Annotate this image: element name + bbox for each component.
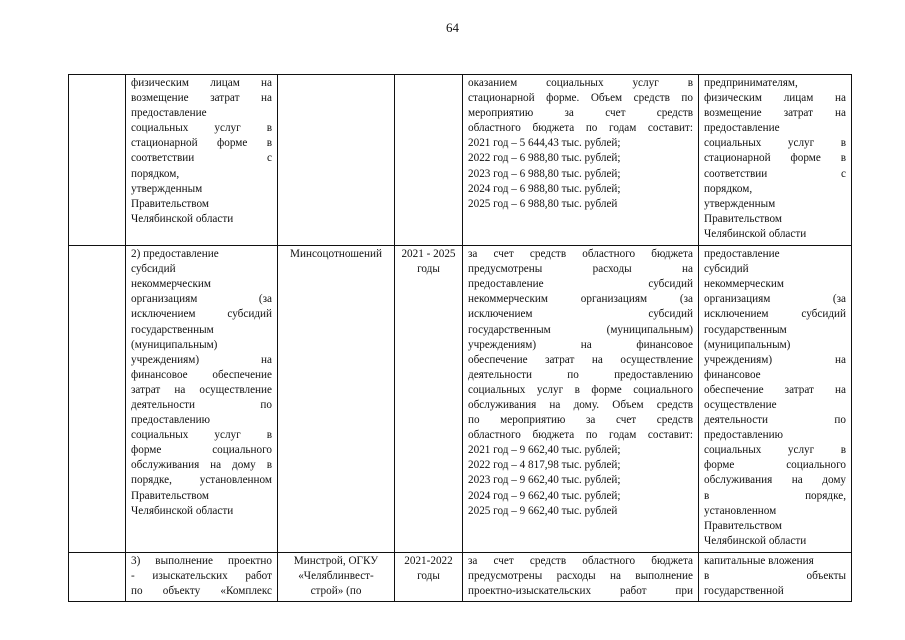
cell-text-line: возмещение затрат на	[131, 92, 272, 105]
cell-text-line: 2023 год – 9 662,40 тыс. рублей;	[468, 474, 621, 487]
cell-text-line: утвержденным	[131, 182, 203, 195]
cell-text-line: (муниципальным)	[131, 338, 218, 351]
cell-text-line: Минстрой, ОГКУ	[293, 554, 379, 567]
cell-text-line: по мероприятию за счет средств	[468, 414, 693, 427]
cell-text-line: строй» (по	[310, 585, 362, 598]
cell-text-line: - изыскательских работ	[131, 570, 272, 582]
cell-text-line: Челябинской области	[131, 504, 234, 517]
cell-text-line: форме социального	[131, 444, 272, 457]
cell-text-line: обслуживания на дому	[704, 474, 846, 487]
cell-text-line: соответствии с	[131, 152, 272, 165]
cell-text-line: деятельности по	[131, 398, 272, 411]
cell-text-line: обслуживания на дому. Объем средств	[468, 398, 693, 411]
cell-text-line: соответствии с	[704, 167, 846, 180]
cell-text-line: исключением субсидий	[704, 308, 846, 321]
cell-text-line: физическим лицам на	[704, 92, 846, 105]
cell-text-line: субсидий	[704, 263, 749, 276]
cell-text-line: физическим лицам на	[131, 77, 272, 89]
number-cell	[69, 552, 126, 601]
cell-text-line: некоммерческим	[131, 278, 211, 291]
cell-text-line: деятельности по предоставлению	[468, 368, 693, 381]
cell-text-line: Правительством	[131, 197, 209, 210]
period-cell	[395, 246, 463, 553]
executor-cell	[278, 552, 395, 601]
cell-text-line: государственным	[131, 323, 214, 336]
cell-text-line: порядком,	[704, 182, 753, 195]
event-cell	[126, 75, 278, 246]
cell-text-line: некоммерческим организациям (за	[468, 293, 693, 306]
cell-text-line: обеспечение затрат на осуществление	[468, 353, 693, 366]
cell-text-line: финансовое	[704, 368, 761, 381]
table-row	[69, 75, 852, 246]
cell-text-line: Челябинской области	[704, 227, 807, 240]
cell-text-line: стационарной форме в	[131, 137, 272, 150]
cell-text-line: 2022 год – 6 988,80 тыс. рублей;	[468, 152, 621, 165]
period-cell	[395, 552, 463, 601]
cell-text-line: в объекты	[704, 570, 846, 582]
cell-text-line: 2022 год – 4 817,98 тыс. рублей;	[468, 459, 621, 472]
cell-text-line: (муниципальным)	[704, 338, 791, 351]
cell-text-line: некоммерческим	[704, 278, 784, 291]
cell-text-line: порядке, установленном	[131, 474, 272, 487]
cell-text-line: проектно-изыскательских работ при	[468, 585, 693, 598]
table-row	[69, 246, 852, 553]
cell-text-line: годы	[417, 570, 440, 582]
number-cell	[69, 75, 126, 246]
cell-text-line: стационарной форме в	[704, 152, 846, 165]
direction-cell	[699, 75, 852, 246]
cell-text-line: по объекту «Комплекс	[131, 585, 272, 598]
cell-text-line: предпринимателям,	[704, 77, 798, 89]
cell-text-line: 2023 год – 6 988,80 тыс. рублей;	[468, 167, 621, 180]
financing-cell	[463, 552, 699, 601]
cell-text-line: учреждениям) на финансовое	[468, 338, 693, 351]
cell-text-line: 2021-2022	[404, 554, 453, 567]
event-cell	[126, 552, 278, 601]
cell-text-line: 2) предоставление	[131, 248, 219, 261]
cell-text-line: Правительством	[131, 489, 209, 502]
cell-text-line: исключением субсидий	[468, 308, 693, 321]
cell-text-line: за счет средств областного бюджета	[468, 248, 693, 261]
cell-text-line: Челябинской области	[704, 534, 807, 547]
program-activities-table	[68, 74, 852, 602]
cell-text-line: порядком,	[131, 167, 180, 180]
cell-text-line: предоставление	[704, 248, 780, 261]
cell-text-line: социальных услуг в	[704, 137, 846, 150]
cell-text-line: Правительством	[704, 519, 782, 532]
cell-text-line: областного бюджета по годам составит:	[468, 122, 693, 135]
financing-cell	[463, 75, 699, 246]
cell-text-line: предоставление	[704, 122, 780, 135]
number-cell	[69, 246, 126, 553]
cell-text-line: форме социального	[704, 459, 846, 472]
cell-text-line: 2024 год – 6 988,80 тыс. рублей;	[468, 182, 621, 195]
cell-text-line: капитальные вложения	[704, 554, 814, 567]
cell-text-line: 2024 год – 9 662,40 тыс. рублей;	[468, 489, 621, 502]
direction-cell	[699, 246, 852, 553]
cell-text-line: 2021 - 2025	[401, 248, 456, 261]
page-number: 64	[446, 20, 459, 35]
cell-text-line: предоставление	[131, 107, 207, 120]
event-cell	[126, 246, 278, 553]
cell-text-line: в порядке,	[704, 489, 846, 502]
cell-text-line: Челябинской области	[131, 212, 234, 225]
cell-text-line: предусмотрены расходы на	[468, 263, 693, 276]
cell-text-line: 2025 год – 6 988,80 тыс. рублей	[468, 197, 618, 210]
table-row	[69, 552, 852, 601]
cell-text-line: деятельности по	[704, 414, 846, 427]
financing-cell	[463, 246, 699, 553]
cell-text-line: областного бюджета по годам составит:	[468, 429, 693, 442]
cell-text-line: 2021 год – 9 662,40 тыс. рублей;	[468, 444, 621, 457]
cell-text-line: государственной	[704, 585, 784, 598]
cell-text-line: за счет средств областного бюджета	[468, 554, 693, 567]
cell-text-line: социальных услуг в форме социального	[468, 383, 693, 396]
cell-text-line: финансовое обеспечение	[131, 368, 272, 381]
cell-text-line: учреждениям) на	[131, 353, 272, 366]
cell-text-line: 2021 год – 5 644,43 тыс. рублей;	[468, 137, 621, 150]
cell-text-line: утвержденным	[704, 197, 776, 210]
executor-cell	[278, 75, 395, 246]
cell-text-line: возмещение затрат на	[704, 107, 846, 120]
cell-text-line: годы	[417, 263, 440, 276]
cell-text-line: государственным (муниципальным)	[468, 323, 693, 336]
cell-text-line: обеспечение затрат на	[704, 383, 846, 396]
cell-text-line: оказанием социальных услуг в	[468, 77, 693, 89]
cell-text-line: социальных услуг в	[704, 444, 846, 457]
cell-text-line: социальных услуг в	[131, 122, 272, 135]
cell-text-line: осуществление	[704, 398, 777, 411]
cell-text-line: предоставление субсидий	[468, 278, 693, 291]
cell-text-line: субсидий	[131, 263, 176, 276]
period-cell	[395, 75, 463, 246]
cell-text-line: организациям (за	[704, 293, 846, 306]
cell-text-line: мероприятию за счет средств	[468, 107, 693, 120]
cell-text-line: Правительством	[704, 212, 782, 225]
cell-text-line: затрат на осуществление	[131, 383, 272, 396]
cell-text-line: организациям (за	[131, 293, 272, 306]
cell-text-line: установленном	[704, 504, 777, 517]
cell-text-line: исключением субсидий	[131, 308, 272, 321]
cell-text-line: предусмотрены расходы на выполнение	[468, 570, 693, 582]
cell-text-line: 3) выполнение проектно	[131, 554, 272, 567]
cell-text-line: предоставлению	[131, 414, 210, 427]
cell-text-line: предоставлению	[704, 429, 783, 442]
cell-text-line: 2025 год – 9 662,40 тыс. рублей	[468, 504, 618, 517]
cell-text-line: «Челяблинвест-	[298, 570, 374, 582]
cell-text-line: учреждениям) на	[704, 353, 846, 366]
cell-text-line: социальных услуг в	[131, 429, 272, 442]
executor-cell	[278, 246, 395, 553]
cell-text-line: обслуживания на дому в	[131, 459, 272, 472]
cell-text-line: Минсоцотношений	[290, 248, 382, 261]
cell-text-line: государственным	[704, 323, 787, 336]
direction-cell	[699, 552, 852, 601]
cell-text-line: стационарной форме. Объем средств по	[468, 92, 693, 105]
